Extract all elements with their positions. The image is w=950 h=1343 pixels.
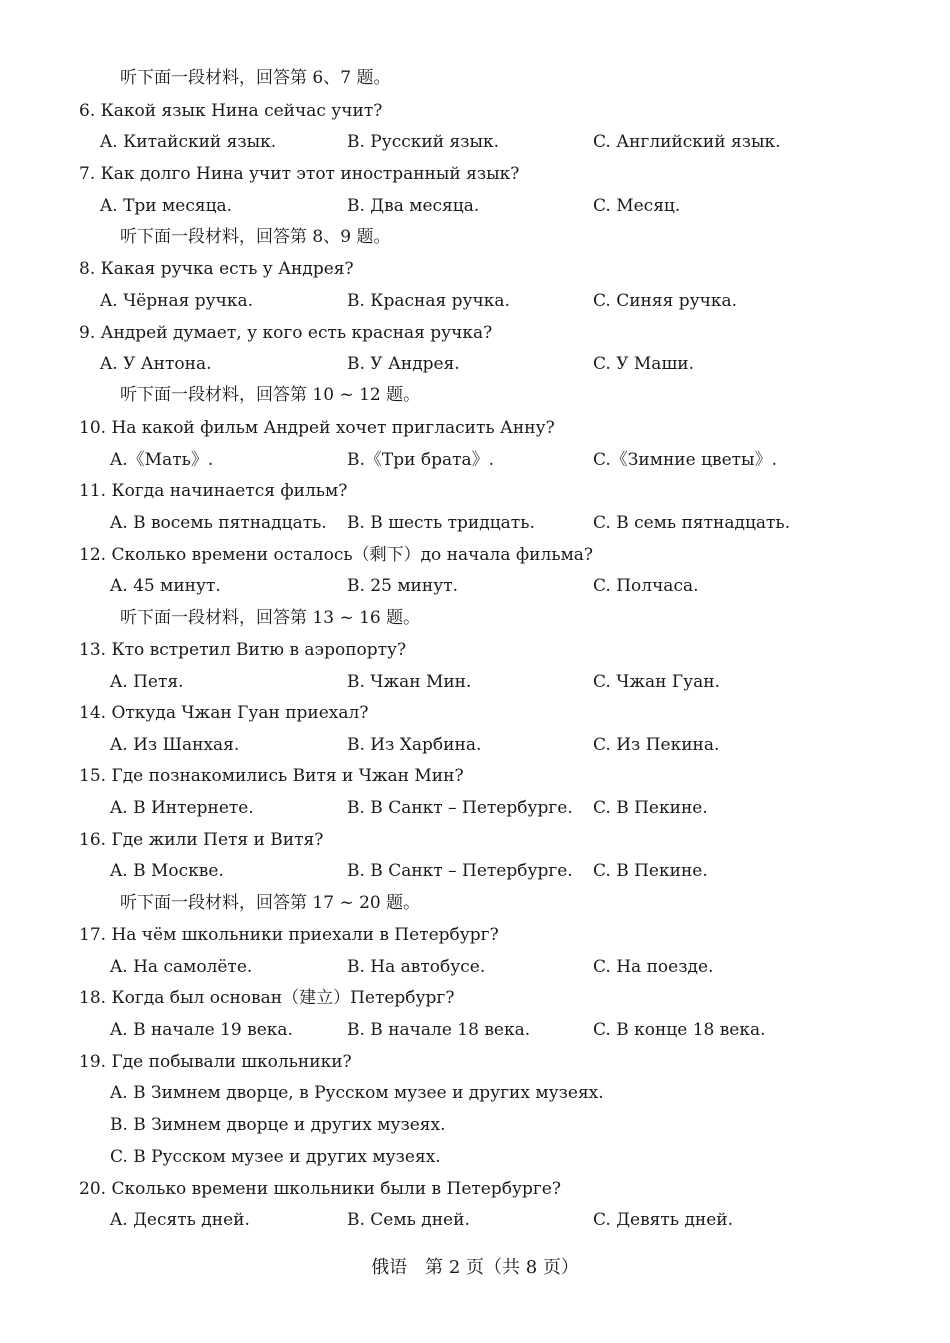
- option-c: C. Английский язык.: [593, 132, 781, 152]
- question-14: 14. Откуда Чжан Гуан приехал?: [79, 703, 369, 723]
- option-b: B. На автобусе.: [347, 957, 486, 977]
- options-row-18: [0, 1015, 950, 1045]
- option-b: B. Чжан Мин.: [347, 672, 472, 692]
- page-footer: 俄语 第 2 页（共 8 页）: [371, 1257, 579, 1278]
- options-row-11: [0, 508, 950, 538]
- option-b: B. 25 минут.: [347, 576, 459, 596]
- option-a: A. В восемь пятнадцать.: [110, 513, 327, 533]
- option-a: A. Петя.: [110, 672, 184, 692]
- options-row-7: [0, 191, 950, 221]
- options-row-20: [0, 1205, 950, 1235]
- option-a: A. Три месяца.: [100, 196, 233, 216]
- option-a: A. В Москве.: [110, 861, 224, 881]
- option-c: C. В Пекине.: [593, 798, 708, 818]
- options-row-8: [0, 286, 950, 316]
- option-a: A. В начале 19 века.: [110, 1020, 293, 1040]
- section-intro: 听下面一段材料，回答第 13 ~ 16 题。: [120, 608, 421, 628]
- question-12: 12. Сколько времени осталось（剩下）до начала фильма?: [79, 545, 594, 565]
- option-b: B.《Три брата》.: [347, 450, 495, 470]
- option-a: A. В Зимнем дворце, в Русском музее и других музеях.: [110, 1083, 604, 1103]
- option-c: C. На поезде.: [593, 957, 714, 977]
- section-intro: 听下面一段材料，回答第 17 ~ 20 题。: [120, 893, 421, 913]
- option-c: C. В Русском музее и других музеях.: [110, 1147, 441, 1167]
- option-b: B. У Андрея.: [347, 354, 460, 374]
- option-c: C. В конце 18 века.: [593, 1020, 766, 1040]
- option-c: C. Девять дней.: [593, 1210, 734, 1230]
- options-row-15: [0, 793, 950, 823]
- section-intro: 听下面一段材料，回答第 8、9 题。: [120, 227, 391, 247]
- option-a: A. У Антона.: [100, 354, 212, 374]
- options-row-9: [0, 349, 950, 379]
- option-b: B. В Зимнем дворце и других музеях.: [110, 1115, 446, 1135]
- option-a: A. Десять дней.: [110, 1210, 250, 1230]
- option-a: A. В Интернете.: [110, 798, 254, 818]
- section-intro: 听下面一段材料，回答第 6、7 题。: [120, 68, 391, 88]
- question-7: 7. Как долго Нина учит этот иностранный язык?: [79, 164, 520, 184]
- question-6: 6. Какой язык Нина сейчас учит?: [79, 101, 383, 121]
- options-row-16: [0, 856, 950, 886]
- option-c: C. Полчаса.: [593, 576, 699, 596]
- option-b: B. Русский язык.: [347, 132, 500, 152]
- option-b: B. Из Харбина.: [347, 735, 482, 755]
- question-15: 15. Где познакомились Витя и Чжан Мин?: [79, 766, 464, 786]
- question-11: 11. Когда начинается фильм?: [79, 481, 348, 501]
- option-a: A.《Мать》.: [110, 450, 214, 470]
- option-b: B. Красная ручка.: [347, 291, 510, 311]
- section-intro: 听下面一段材料，回答第 10 ~ 12 题。: [120, 385, 421, 405]
- option-c: C. Месяц.: [593, 196, 681, 216]
- options-row-14: [0, 730, 950, 760]
- option-a: A. Из Шанхая.: [110, 735, 240, 755]
- option-c: C. В Пекине.: [593, 861, 708, 881]
- option-a: A. На самолёте.: [110, 957, 253, 977]
- option-b: B. В Санкт – Петербурге.: [347, 798, 573, 818]
- option-c: C. В семь пятнадцать.: [593, 513, 791, 533]
- question-13: 13. Кто встретил Витю в аэропорту?: [79, 640, 407, 660]
- question-16: 16. Где жили Петя и Витя?: [79, 830, 324, 850]
- question-8: 8. Какая ручка есть у Андрея?: [79, 259, 354, 279]
- options-row-12: [0, 571, 950, 601]
- option-b: B. В начале 18 века.: [347, 1020, 531, 1040]
- options-row-6: [0, 127, 950, 157]
- question-19: 19. Где побывали школьники?: [79, 1052, 352, 1072]
- question-9: 9. Андрей думает, у кого есть красная ручка?: [79, 323, 493, 343]
- option-a: A. 45 минут.: [110, 576, 221, 596]
- question-17: 17. На чём школьники приехали в Петербург?: [79, 925, 499, 945]
- options-row-10: [0, 445, 950, 475]
- option-c: C. Синяя ручка.: [593, 291, 738, 311]
- option-a: A. Чёрная ручка.: [100, 291, 254, 311]
- option-c: C. Из Пекина.: [593, 735, 720, 755]
- option-c: C. Чжан Гуан.: [593, 672, 720, 692]
- options-row-17: [0, 952, 950, 982]
- option-c: C. У Маши.: [593, 354, 694, 374]
- option-b: B. Семь дней.: [347, 1210, 470, 1230]
- question-10: 10. На какой фильм Андрей хочет пригласить Анну?: [79, 418, 555, 438]
- options-row-13: [0, 667, 950, 697]
- option-c: C.《Зимние цветы》.: [593, 450, 777, 470]
- option-b: B. В Санкт – Петербурге.: [347, 861, 573, 881]
- question-20: 20. Сколько времени школьники были в Петербурге?: [79, 1179, 561, 1199]
- option-b: B. Два месяца.: [347, 196, 480, 216]
- option-a: A. Китайский язык.: [100, 132, 277, 152]
- option-b: B. В шесть тридцать.: [347, 513, 535, 533]
- question-18: 18. Когда был основан（建立）Петербург?: [79, 988, 455, 1008]
